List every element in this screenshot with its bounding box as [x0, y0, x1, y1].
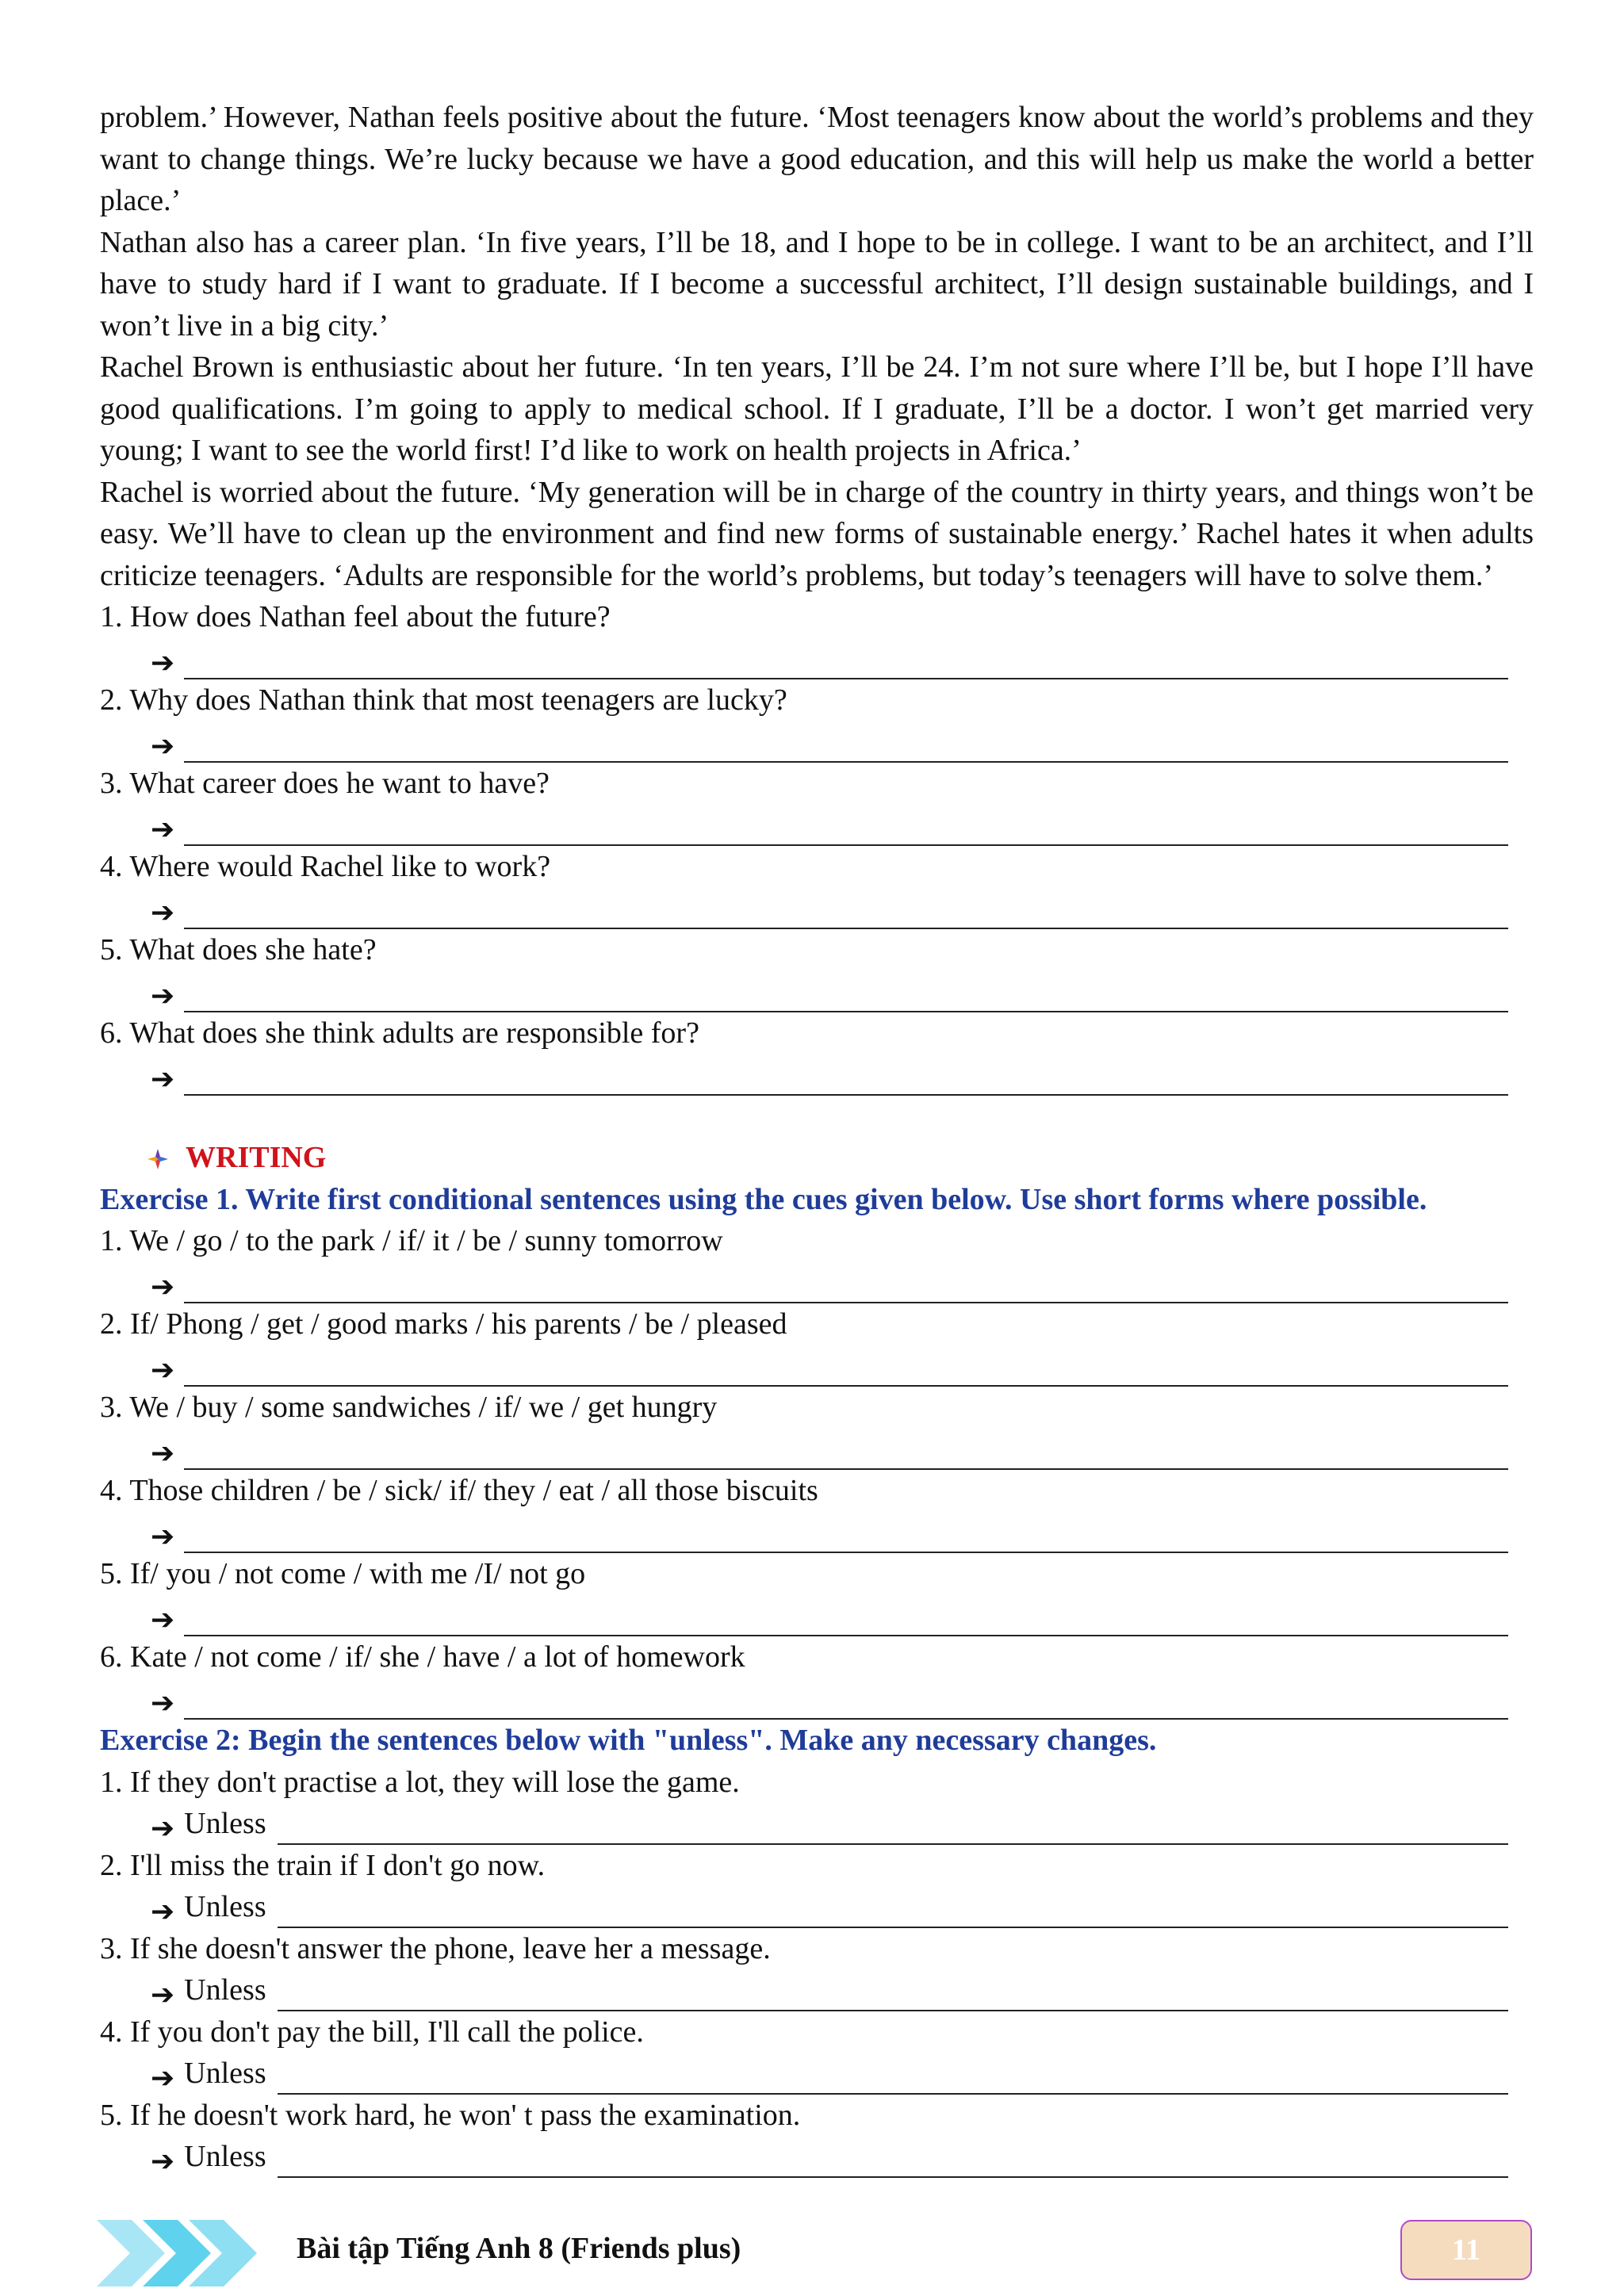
page-number-badge: 11 [1400, 2220, 1532, 2280]
answer-line[interactable] [184, 1269, 1508, 1303]
answer-row [100, 1969, 1534, 2011]
answer-line[interactable] [184, 1061, 1508, 1096]
question: 2. Why does Nathan think that most teenagers are lucky? [100, 683, 787, 717]
answer-row [100, 1803, 1534, 1845]
passage-paragraph: Nathan also has a career plan. ‘In five years, I’ll be 18, and I hope to be in college. I want to be an architect, and I’ll have to study hard if I want to graduate. If I become a successful architect, I’ll design sustainable buildings, and I won’t live in a big city.’ [100, 225, 1534, 342]
right-arrow-icon: ➔ [151, 2145, 175, 2178]
right-arrow-icon: ➔ [151, 1354, 175, 1387]
unless-prefix: Unless [184, 2057, 266, 2090]
answer-line[interactable] [184, 645, 1508, 679]
answer-line[interactable] [278, 2060, 1508, 2095]
exercise-item: 4. If you don't pay the bill, I'll call the police. [100, 2015, 644, 2049]
exercise-item: 3. If she doesn't answer the phone, leave her a message. [100, 1931, 771, 1965]
answer-row [100, 721, 1534, 763]
passage-paragraph: Rachel Brown is enthusiastic about her future. ‘In ten years, I’ll be 24. I’m not sure where I’ll be, but I hope I’ll have good qualifications. I’m going to apply to medical school. If I graduate, I’ll be a doctor. I won’t get married very young; I want to see the world first! I’d like to work on health projects in Africa.’ [100, 350, 1534, 467]
question: 4. Where would Rachel like to work? [100, 850, 551, 883]
answer-line[interactable] [278, 1976, 1508, 2011]
page-footer [0, 2220, 1624, 2296]
answer-line[interactable] [184, 1435, 1508, 1470]
answer-row [100, 2053, 1534, 2095]
right-arrow-icon: ➔ [151, 897, 175, 929]
right-arrow-icon: ➔ [151, 980, 175, 1012]
answer-row [100, 1345, 1534, 1387]
answer-line[interactable] [278, 1810, 1508, 1845]
unless-prefix: Unless [184, 1890, 266, 1923]
right-arrow-icon: ➔ [151, 1437, 175, 1470]
unless-prefix: Unless [184, 1807, 266, 1840]
exercise2-items [100, 1762, 1534, 2178]
writing-heading-text: WRITING [186, 1141, 327, 1174]
question: 6. What does she think adults are responsible for? [100, 1016, 699, 1050]
answer-line[interactable] [184, 728, 1508, 763]
passage-paragraph: problem.’ However, Nathan feels positive about the future. ‘Most teenagers know about the world’s problems and they want to change things. We’re lucky because we have a good education, and this will help us make the world a better place.’ [100, 101, 1534, 217]
answer-row [100, 888, 1534, 930]
answer-line[interactable] [184, 1352, 1508, 1387]
exercise-item: 4. Those children / be / sick/ if/ they / eat / all those biscuits [100, 1474, 818, 1507]
question: 3. What career does he want to have? [100, 767, 550, 800]
exercise-item: 5. If/ you / not come / with me /I/ not go [100, 1557, 586, 1590]
answer-line[interactable] [278, 2143, 1508, 2178]
right-arrow-icon: ➔ [151, 1812, 175, 1845]
chevron-arrows-icon [97, 2220, 263, 2286]
reading-passage [100, 97, 1534, 596]
answer-line[interactable] [184, 978, 1508, 1012]
right-arrow-icon: ➔ [151, 1271, 175, 1303]
exercise-item: 2. If/ Phong / get / good marks / his parents / be / pleased [100, 1307, 787, 1341]
answer-row [100, 1262, 1534, 1304]
answer-line[interactable] [184, 894, 1508, 929]
answer-row [100, 638, 1534, 680]
answer-line[interactable] [184, 811, 1508, 846]
right-arrow-icon: ➔ [151, 813, 175, 846]
exercise-item: 1. We / go / to the park / if/ it / be / sunny tomorrow [100, 1224, 723, 1257]
unless-prefix: Unless [184, 2140, 266, 2173]
right-arrow-icon: ➔ [151, 1063, 175, 1096]
answer-line[interactable] [184, 1518, 1508, 1553]
passage-paragraph: Rachel is worried about the future. ‘My generation will be in charge of the country in thirty years, and things won’t be easy. We’ll have to clean up the environment and find new forms of sustainable energy.’ Rachel hates it when adults criticize teenagers. ‘Adults are responsible for the world’s problems, but today’s teenagers will have to solve them.’ [100, 475, 1534, 592]
right-arrow-icon: ➔ [151, 1687, 175, 1720]
question: 5. What does she hate? [100, 933, 377, 966]
answer-row [100, 2136, 1534, 2178]
footer-title: Bài tập Tiếng Anh 8 (Friends plus) [297, 2232, 741, 2265]
right-arrow-icon: ➔ [151, 647, 175, 679]
right-arrow-icon: ➔ [151, 2061, 175, 2095]
writing-heading [100, 1137, 1534, 1179]
exercise-item: 2. I'll miss the train if I don't go now. [100, 1848, 546, 1882]
answer-row [100, 1678, 1534, 1720]
right-arrow-icon: ➔ [151, 1895, 175, 1928]
exercise-item: 6. Kate / not come / if/ she / have / a lot of homework [100, 1640, 745, 1674]
exercise1-title: Exercise 1. Write first conditional sentences using the cues given below. Use short forms where possible. [100, 1182, 1427, 1216]
right-arrow-icon: ➔ [151, 730, 175, 763]
answer-row [100, 1429, 1534, 1471]
unless-prefix: Unless [184, 1973, 266, 2007]
answer-row [100, 1054, 1534, 1096]
question: 1. How does Nathan feel about the future? [100, 600, 611, 633]
exercise2-title: Exercise 2: Begin the sentences below with "unless". Make any necessary changes. [100, 1724, 1157, 1757]
answer-row [100, 1595, 1534, 1637]
exercise-item: 5. If he doesn't work hard, he won' t pass the examination. [100, 2098, 801, 2132]
worksheet-page [100, 97, 1534, 2178]
answer-line[interactable] [184, 1685, 1508, 1720]
exercise-item: 3. We / buy / some sandwiches / if/ we / get hungry [100, 1391, 718, 1424]
answer-line[interactable] [184, 1601, 1508, 1636]
right-arrow-icon: ➔ [151, 1604, 175, 1636]
exercise-item: 1. If they don't practise a lot, they will lose the game. [100, 1765, 740, 1799]
answer-row [100, 1886, 1534, 1928]
right-arrow-icon: ➔ [151, 1521, 175, 1553]
right-arrow-icon: ➔ [151, 1978, 175, 2011]
answer-row [100, 1512, 1534, 1554]
answer-row [100, 971, 1534, 1013]
exercise1-items [100, 1220, 1534, 1720]
diamond-bullet-icon [147, 1149, 168, 1169]
answer-row [100, 805, 1534, 847]
answer-line[interactable] [278, 1893, 1508, 1928]
reading-questions [100, 596, 1534, 1096]
